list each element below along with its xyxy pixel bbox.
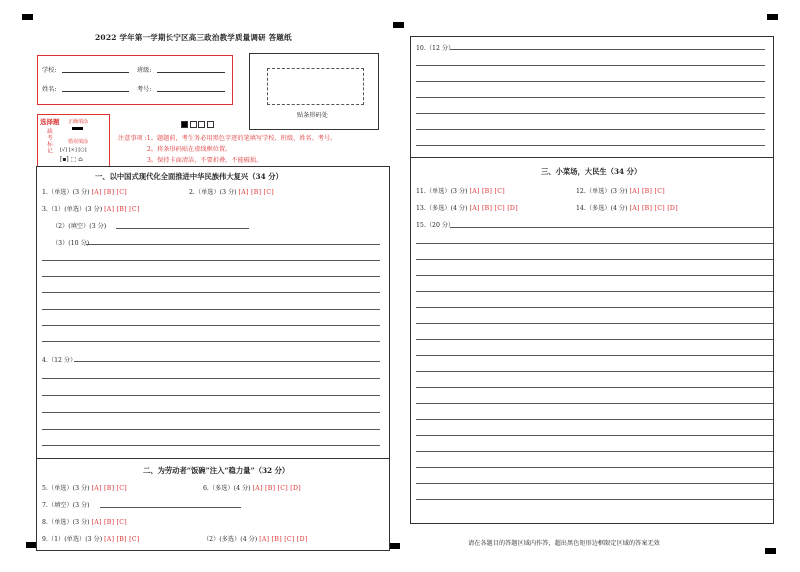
question-6 (203, 483, 301, 492)
name-label: 姓名: (42, 86, 57, 93)
registration-mark-top-left (22, 14, 33, 20)
question-3-3-first-line[interactable] (86, 244, 380, 245)
exam-number-field[interactable] (157, 91, 225, 92)
question-8-options[interactable]: [A] [B] [C] (91, 519, 128, 526)
legend-symbols: [▪] ⬚ ⌂ (60, 156, 83, 163)
question-11 (416, 186, 505, 195)
question-2-options[interactable]: [A] [B] [C] (238, 189, 275, 196)
question-9-2 (203, 534, 308, 543)
registration-mark-bottom-center (389, 543, 400, 549)
question-13-options[interactable]: [A] [B] [C] [D] (469, 205, 518, 212)
answer-line[interactable] (416, 97, 765, 98)
question-12-label: 12.（单选）(3 分) (576, 188, 628, 195)
section-divider (36, 458, 389, 459)
answer-line[interactable] (416, 323, 773, 324)
question-14-options[interactable]: [A] [B] [C] [D] (629, 205, 678, 212)
section-1-title: 一、以中国式现代化全面推进中华民族伟大复兴（34 分） (95, 172, 283, 181)
exam-number-label: 考号: (137, 86, 152, 93)
question-1-label: 1.（单选）(3 分) (42, 189, 90, 196)
notes-line-1: 注意事项 :1。题题前，考生务必用黑色字迹的笔填写学校、班级、姓名、考号。 (118, 135, 337, 142)
answer-line[interactable] (416, 403, 773, 404)
question-8 (42, 517, 127, 526)
question-11-label: 11.（单选）(3 分) (416, 188, 468, 195)
answer-line[interactable] (416, 259, 773, 260)
page-title: 2022 学年第一学期长宁区高三政治教学质量调研 答题纸 (95, 33, 292, 42)
student-info-box (37, 55, 233, 105)
answer-line[interactable] (416, 339, 773, 340)
answer-line[interactable] (416, 113, 765, 114)
question-12-options[interactable]: [A] [B] [C] (629, 188, 665, 195)
school-field[interactable] (62, 72, 129, 73)
question-9-2-options[interactable]: [A] [B] [C] [D] (259, 536, 308, 543)
answer-line[interactable] (42, 429, 380, 430)
answer-line[interactable] (416, 419, 773, 420)
question-7-answer-line[interactable] (100, 507, 241, 508)
answer-line[interactable] (42, 292, 380, 293)
footer-note: 请在各题目的答题区域内作答，超出黑色矩形边框限定区域的答案无效 (468, 540, 660, 547)
notes-line-2: 2。将条形码贴在虚线框位置。 (147, 146, 232, 153)
answer-line[interactable] (416, 499, 773, 500)
class-label: 班级: (137, 67, 152, 74)
answer-line[interactable] (42, 378, 380, 379)
answer-line[interactable] (416, 307, 773, 308)
question-5 (42, 483, 127, 492)
question-14-label: 14.（多选）(4 分) (576, 205, 628, 212)
answer-line[interactable] (416, 275, 773, 276)
answer-line[interactable] (416, 451, 773, 452)
question-13-label: 13.（多选）(4 分) (416, 205, 468, 212)
question-6-label: 6.（多选）(4 分) (203, 485, 251, 492)
answer-line[interactable] (416, 435, 773, 436)
answer-line[interactable] (42, 395, 380, 396)
question-2 (189, 187, 274, 196)
question-3-2-label: （2）(填空）(3 分) (52, 223, 107, 230)
question-15-first-line[interactable] (450, 227, 773, 228)
answer-line[interactable] (42, 412, 380, 413)
answer-line[interactable] (42, 260, 380, 261)
answer-line[interactable] (416, 243, 773, 244)
barcode-label: 贴条形码处 (297, 112, 328, 119)
question-9-1 (42, 534, 140, 543)
answer-line[interactable] (416, 483, 773, 484)
answer-line[interactable] (416, 65, 765, 66)
question-10-label: 10.（12 分） (416, 45, 455, 52)
question-4-label: 4.（12 分） (42, 357, 77, 364)
answer-line[interactable] (42, 309, 380, 310)
question-4-first-line[interactable] (74, 361, 380, 362)
barcode-dashed-box (267, 68, 364, 105)
class-field[interactable] (157, 72, 225, 73)
answer-line[interactable] (416, 291, 773, 292)
question-3-2-answer-line[interactable] (116, 228, 249, 229)
absence-mark-label: 缺考标记 (46, 128, 52, 154)
answer-line[interactable] (42, 276, 380, 277)
question-9-2-label: （2）(多选）(4 分) (203, 536, 258, 543)
question-12 (576, 186, 665, 195)
school-label: 学校: (42, 67, 57, 74)
question-13 (416, 203, 518, 212)
legend-correct-label: 正确填涂 (68, 119, 89, 125)
question-9-1-label: 9.（1）(单选）(3 分) (42, 536, 103, 543)
section-2-title: 二、为劳动者“饭碗”注入“稳力量”（32 分） (143, 466, 290, 475)
question-5-options[interactable]: [A] [B] [C] (91, 485, 128, 492)
answer-line[interactable] (416, 129, 765, 130)
legend-wrong-label: 错误填涂 (68, 139, 89, 145)
question-15-label: 15.（20 分） (416, 222, 455, 229)
question-2-label: 2.（单选）(3 分) (189, 189, 237, 196)
question-1 (42, 187, 127, 196)
answer-line[interactable] (416, 467, 773, 468)
answer-line[interactable] (416, 387, 773, 388)
section-3-title: 三、小菜场，大民生（34 分） (541, 167, 642, 176)
question-6-options[interactable]: [A] [B] [C] [D] (252, 485, 301, 492)
correct-fill-sample (72, 127, 83, 130)
question-3-1-options[interactable]: [A] [B] [C] (104, 206, 140, 213)
registration-mark-top-right (767, 14, 778, 20)
answer-line[interactable] (416, 371, 773, 372)
question-3-1-label: 3.（1）(单选）(3 分) (42, 206, 103, 213)
name-field[interactable] (62, 91, 129, 92)
answer-line[interactable] (42, 445, 380, 446)
answer-line[interactable] (42, 325, 380, 326)
legend-title: 选择题 (40, 118, 60, 126)
question-1-options[interactable]: [A] [B] [C] (91, 189, 128, 196)
section-divider (410, 157, 773, 158)
question-3-3-label: （3）(10 分) (52, 240, 90, 247)
answer-line[interactable] (416, 355, 773, 356)
question-9-1-options[interactable]: [A] [B] [C] (104, 536, 140, 543)
answer-line[interactable] (416, 81, 765, 82)
question-14 (576, 203, 678, 212)
question-10-first-line[interactable] (450, 49, 765, 50)
registration-mark-top-center (393, 22, 404, 28)
question-7-label: 7.（填空）(3 分) (42, 502, 90, 509)
legend-wrong-marks: [√] [×] [○] (60, 147, 87, 153)
question-3-1 (42, 204, 140, 213)
question-5-label: 5.（单选）(3 分) (42, 485, 90, 492)
registration-mark-bottom-right (765, 548, 776, 554)
page-markers (181, 121, 215, 128)
answer-line[interactable] (42, 341, 380, 342)
question-8-label: 8.（单选）(3 分) (42, 519, 90, 526)
question-11-options[interactable]: [A] [B] [C] (469, 188, 505, 195)
notes-line-3: 3。保持卡面清洁，不要折叠，不能破损。 (147, 157, 263, 164)
answer-line[interactable] (416, 145, 765, 146)
